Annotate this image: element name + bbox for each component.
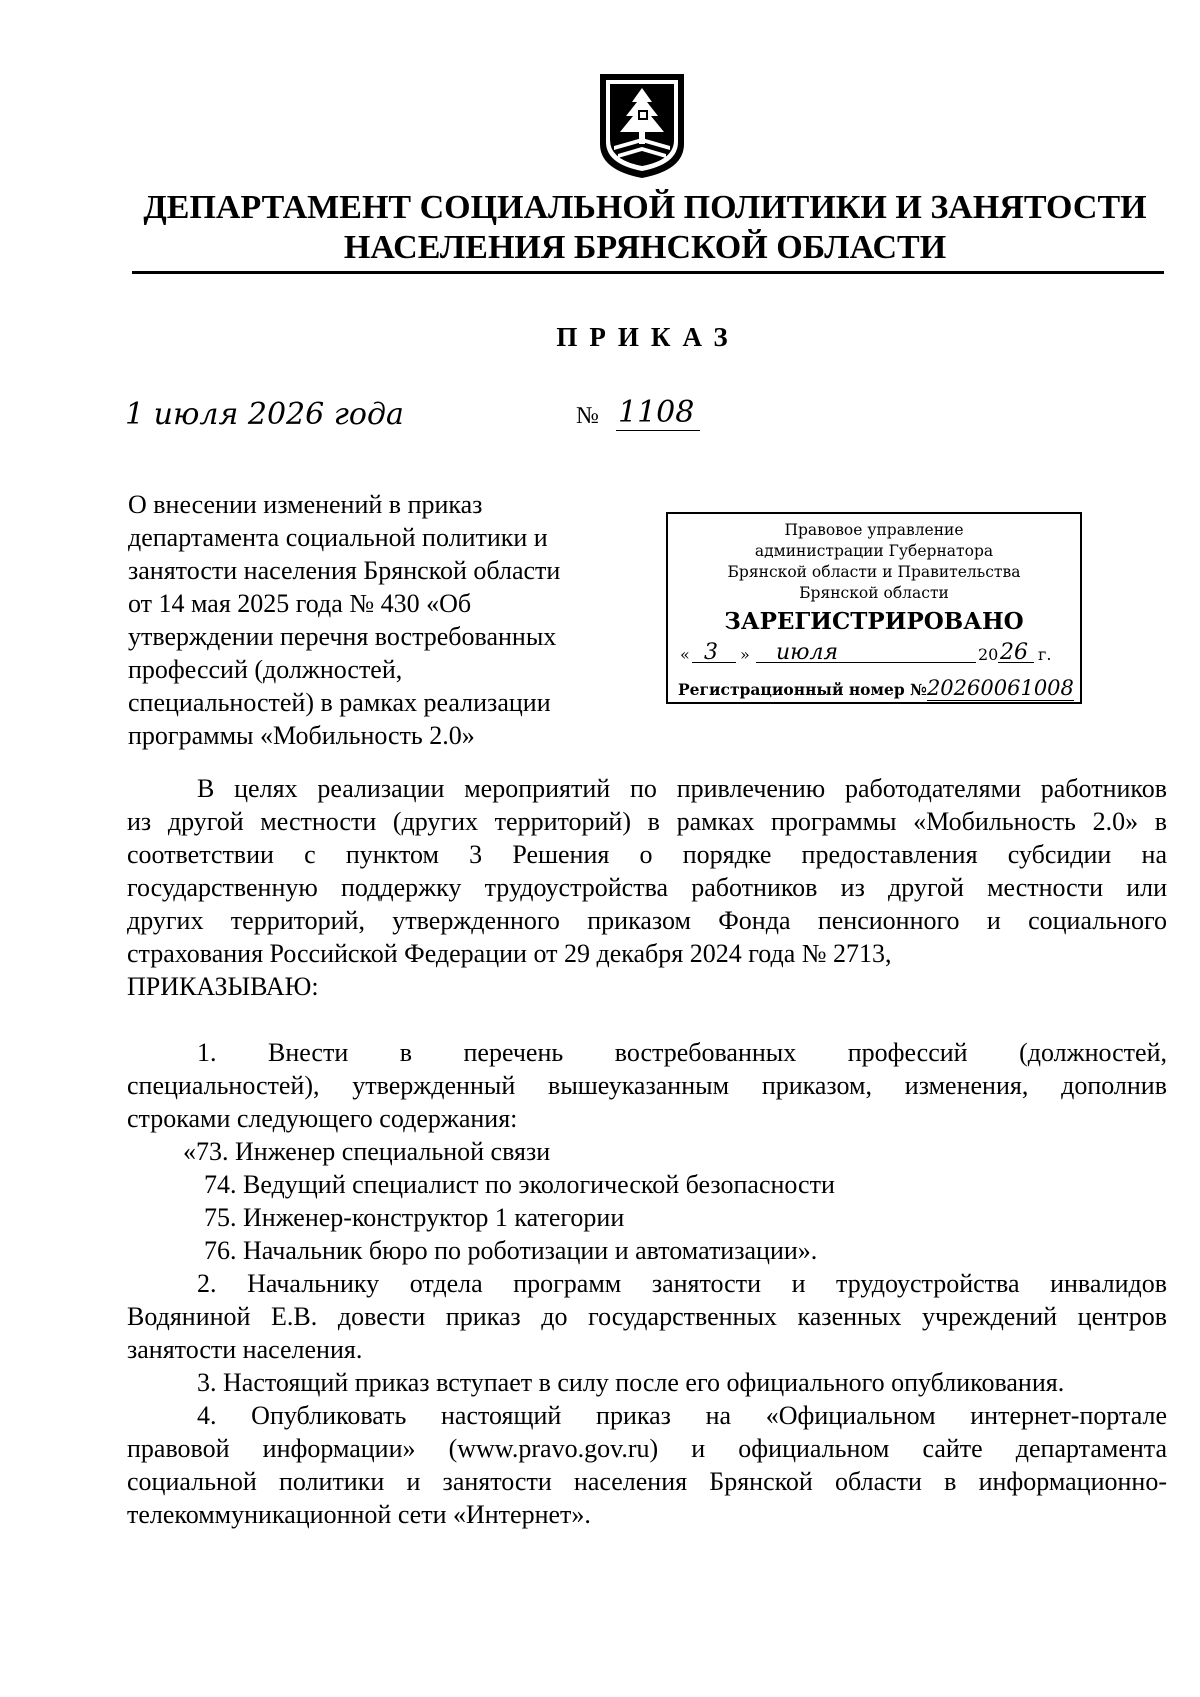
stamp-year: 26 — [1000, 640, 1028, 665]
header-divider — [132, 271, 1164, 274]
stamp-line: Правовое управление — [784, 521, 964, 539]
list-item: 75. Инженер-конструктор 1 категории — [204, 1203, 625, 1232]
subject-line: от 14 мая 2025 года № 430 «Об — [128, 589, 472, 618]
subject-line: О внесении изменений в приказ — [128, 490, 483, 519]
item-3 — [127, 1366, 1167, 1399]
subject-line: специальностей) в рамках реализации — [128, 688, 551, 717]
item-1 — [127, 1036, 1167, 1135]
item-1-line: строками следующего содержания: — [127, 1104, 518, 1133]
item-3-line: 3. Настоящий приказ вступает в силу после его официального опубликования. — [197, 1368, 1065, 1397]
stamp-regnum-label: Регистрационный номер № — [678, 680, 927, 699]
document-type-title: ПРИКАЗ — [556, 322, 740, 352]
professions-list — [127, 1135, 1167, 1267]
subject-line: утверждении перечня востребованных — [128, 622, 557, 651]
item-4 — [127, 1399, 1167, 1531]
stamp-regnum-value: 20260061008 — [926, 676, 1074, 700]
order-number: 1108 — [616, 395, 700, 431]
preamble-line: государственную поддержку трудоустройства работников из другой местности или — [127, 873, 1167, 902]
department-title-line1: ДЕПАРТАМЕНТ СОЦИАЛЬНОЙ ПОЛИТИКИ И ЗАНЯТОСТИ — [143, 189, 1147, 226]
stamp-line: Брянской области и Правительства — [727, 563, 1021, 581]
department-title — [120, 188, 1170, 268]
stamp-year-unit: г. — [1038, 645, 1052, 664]
item-4-line: 4. Опубликовать настоящий приказ на «Официальном интернет-портале — [197, 1401, 1167, 1430]
stamp-day: 3 — [704, 640, 718, 665]
item-4-line: правовой информации» (www.pravo.gov.ru) и официальном сайте департамента — [127, 1434, 1167, 1463]
order-number-label: № — [576, 403, 599, 429]
preamble-paragraph — [127, 772, 1167, 1003]
order-word: ПРИКАЗЫВАЮ: — [127, 972, 319, 1001]
coat-of-arms-icon — [596, 70, 688, 182]
item-4-line: телекоммуникационной сети «Интернет». — [127, 1500, 591, 1529]
subject-line: программы «Мобильность 2.0» — [128, 721, 475, 750]
subject-line: занятости населения Брянской области — [128, 556, 561, 585]
list-item: 74. Ведущий специалист по экологической безопасности — [204, 1170, 835, 1199]
subject-line: профессий (должностей, — [128, 655, 403, 684]
stamp-month: июля — [776, 640, 839, 665]
subject-line: департамента социальной политики и — [128, 523, 548, 552]
list-item: 76. Начальник бюро по роботизации и автоматизации». — [204, 1236, 818, 1265]
item-2 — [127, 1267, 1167, 1366]
preamble-line: других территорий, утвержденного приказом Фонда пенсионного и социального — [127, 906, 1167, 935]
item-1-line: специальностей), утвержденный вышеуказанным приказом, изменения, дополнив — [127, 1071, 1167, 1100]
preamble-line: В целях реализации мероприятий по привлечению работодателями работников — [197, 774, 1167, 803]
stamp-date — [678, 640, 1070, 670]
stamp-quote-open: « — [680, 645, 690, 664]
item-2-line: занятости населения. — [127, 1335, 363, 1364]
preamble-line: соответствии с пунктом 3 Решения о порядке предоставления субсидии на — [127, 840, 1167, 869]
stamp-registration-number — [678, 676, 1074, 700]
preamble-line: страхования Российской Федерации от 29 декабря 2024 года № 2713, — [127, 939, 892, 968]
item-4-line: социальной политики и занятости населения Брянской области в информационно- — [127, 1467, 1167, 1496]
item-1-line: 1. Внести в перечень востребованных профессий (должностей, — [197, 1038, 1167, 1067]
list-item: «73. Инженер специальной связи — [183, 1137, 551, 1166]
order-date: 1 июля 2026 года — [125, 397, 404, 432]
stamp-quote-close: » — [740, 645, 750, 664]
order-body — [127, 772, 1167, 1531]
stamp-line: администрации Губернатора — [754, 542, 994, 560]
department-title-line2: НАСЕЛЕНИЯ БРЯНСКОЙ ОБЛАСТИ — [343, 229, 947, 266]
preamble-line: из другой местности (других территорий) в рамках программы «Мобильность 2.0» в — [127, 807, 1167, 836]
stamp-registered: ЗАРЕГИСТРИРОВАНО — [724, 608, 1024, 635]
stamp-year-prefix: 20 — [978, 645, 999, 664]
order-subject — [128, 488, 633, 752]
item-2-line: Водяниной Е.В. довести приказ до государственных казенных учреждений центров — [127, 1302, 1167, 1331]
registration-stamp — [666, 512, 1082, 704]
stamp-line: Брянской области — [799, 584, 949, 602]
item-2-line: 2. Начальнику отдела программ занятости и трудоустройства инвалидов — [197, 1269, 1167, 1298]
